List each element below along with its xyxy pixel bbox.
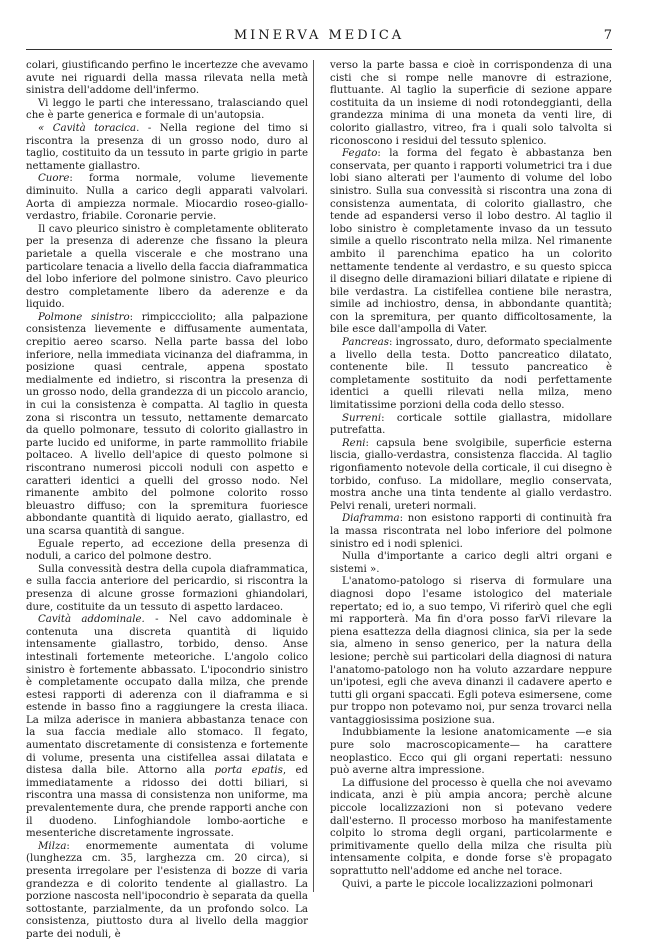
paragraph-text: Indubbiamente la lesione anatomicamente —e sia pure solo macroscopicamente— ha carattere neoplastico. Ecco qui gli organi repertati: nessuno può averne altra impressione. <box>330 727 612 777</box>
paragraph <box>330 513 612 551</box>
paragraph <box>330 727 612 777</box>
paragraph-text: La diffusione del processo è quella che noi avevamo indicata, anzi è più ampia ancora; perchè alcune piccole localizzazioni non si potevano vedere dall'esterno. Il processo morboso ha manifestamente colpito lo stroma degli organi, particolarmente e primitivamente quello della milza che risulta più intensamente colpita, e donde forse s'è propagato soprattutto nell'addome ed anche nel torace. <box>330 777 612 877</box>
section-label: Milza <box>38 840 67 852</box>
section-label: Fegato <box>342 148 378 160</box>
paragraph <box>26 123 308 173</box>
paragraph <box>330 551 612 576</box>
paragraph-text: - Nella regione del timo si riscontra la presenza di un grosso nodo, duro al taglio, costituito da un tessuto in parte grigio in parte nettamente giallastro. <box>26 122 308 172</box>
paragraph-text: Quivi, a parte le piccole localizzazioni polmonari <box>342 878 593 890</box>
page-header <box>26 28 612 50</box>
paragraph-text: L'anatomo-patologo si riserva di formulare una diagnosi dopo l'esame istologico del materiale repertato; ed io, a suo tempo, Vi riferirò quel che egli mi rapporterà. Ma fin d'ora posso farVi rilevare la piena esattezza della diagnosi clinica, sia per la sede sia, almeno in senso generico, per la natura della lesione; perchè sui particolari della diagnosi di natura l'anatomo-patologo non ha voluto azzardare neppure un'ipotesi, egli che aveva dinanzi il cadavere aperto e tutti gli organi spaccati. Egli poteva esimersene, come pur troppo non potevamo noi, pur senza trovarci nella vantaggiosissima posizione sua. <box>330 576 612 726</box>
paragraph <box>26 841 308 942</box>
paragraph-text: : forma normale, volume lievemente diminuito. Nulla a carico degli apparati valvolari. Aorta di ampiezza normale. Miocardio roseo-giallo-verdastro, friabile. Coronarie pervie. <box>26 173 308 223</box>
paragraph-text: Nulla d'importante a carico degli altri organi e sistemi ». <box>330 551 612 575</box>
paragraph-text: : capsula bene svolgibile, superficie esterna liscia, giallo-verdastra, consistenza flaccida. Al taglio rigonfiamento notevole della corticale, il cui disegno è torbido, confuso. La midollare, meglio conservata, mostra anche una tinta tendente al giallo verdastro. Pelvi renali, ureteri normali. <box>330 437 612 512</box>
paragraph-text-continued: , ed immediatamente a ridosso dei dotti biliari, si riscontra una massa di consistenza non uniforme, ma prevalentemente dura, che prende rapporti anche con il duodeno. Linfoghiandole lombo-aortiche e mesenteriche discretamente ingrossate. <box>26 765 308 840</box>
paragraph <box>26 224 308 312</box>
column-divider <box>313 60 314 892</box>
right-column <box>330 60 612 891</box>
section-label: « Cavità toracica. <box>38 122 140 134</box>
paragraph <box>330 576 612 727</box>
paragraph-text: : rimpiccciolito; alla palpazione consistenza lievemente e diffusamente aumentata, crepitio aereo scarso. Nella parte bassa del lobo inferiore, nella immediata vicinanza del diaframma, in posizione quasi centrale, appena spostato medialmente ed indietro, si riscontra la presenza di un grosso nodo, della grandezza di un piccolo arancio, in cui la consistenza è compatta. Al taglio in questa zona si riscontra un tessuto, nettamente demarcato da quello polmonare, tessuto di colorito giallastro in parte lucido ed uniforme, in parte rammollito friabile poltaceo. A livello dell'apice di questo polmone si riscontrano numerosi piccoli noduli con aspetto e caratteri identici a quelli del grosso nodo. Nel rimanente ambito del polmone colorito rosso bleuastro diffuso; con la spremitura fuoriesce abbondante quantità di liquido aerato, giallastro, ed una scarsa quantità di sangue. <box>26 311 308 537</box>
paragraph-text: : non esistono rapporti di continuità fra la massa riscontrata nel lobo inferiore del polmone sinistro ed i nodi splenici. <box>330 513 612 550</box>
page-number: 7 <box>603 28 612 43</box>
paragraph <box>330 413 612 438</box>
paragraph-text: verso la parte bassa e cioè in corrispondenza di una cisti che si rompe nelle manovre di estrazione, fluttuante. Al taglio la superficie di sezione appare costituita da un insieme di nodi rotondeggianti, della grandezza minima di una moneta da venti lire, di colorito giallastro, vitreo, fra i quali solo talvolta si riconoscono i residui del tessuto splenico. <box>330 60 612 147</box>
section-label: Reni <box>342 437 366 449</box>
paragraph-text: Eguale reperto, ad eccezione della presenza di noduli, a carico del polmone destro. <box>26 538 308 563</box>
paragraph <box>330 879 612 892</box>
paragraph-text: Vi leggo le parti che interessano, tralasciando quel che è parte generica e formale di un'autopsia. <box>26 97 308 122</box>
paragraph <box>26 539 308 564</box>
paragraph <box>26 173 308 223</box>
paragraph-text: : ingrossato, duro, deformato specialmente a livello della testa. Dotto pancreatico dilatato, contenente bile. Il tessuto pancreatico è completamente sostituito da nodi perfettamente identici a quelli rilevati nella milza, meno limitatissime porzioni della coda dello stesso. <box>330 337 612 412</box>
paragraph-text: colari, giustificando perfino le incertezze che avevamo avute nei riguardi della massa rilevata nella metà sinistra dell'addome dell'infermo. <box>26 60 308 97</box>
paragraph-text: - Nel cavo addominale è contenuta una discreta quantità di liquido intensamente giallastro, torbido, denso. Anse intestinali fortemente meteoriche. L'angolo colico sinistro è fortemente abbassato. L'ipocondrio sinistro è completamente occupato dalla milza, che prende estesi rapporti di aderenza con il diaframma e si estende in basso fino a raggiungere la cresta iliaca. La milza aderisce in maniera abbastanza tenace con la sua faccia mediale allo stomaco. Il fegato, aumentato discretamente di consistenza e fortemente di volume, presenta una cistifellea assai dilatata e distesa dalla bile. Attorno alla <box>26 614 308 777</box>
paragraph-text: : enormemente aumentata di volume (lunghezza cm. 35, larghezza cm. 20 circa), si presenta irregolare per l'esistenza di bozze di varia grandezza e di colorito tendente al giallastro. La porzione nascosta nell'ipocondrio è separata da quella sottostante, parzialmente, da un profondo solco. La consistenza, piuttosto dura al livello della maggior parte dei noduli, è <box>26 840 308 940</box>
paragraph <box>330 60 612 148</box>
section-label: Cavità addominale. <box>38 614 145 626</box>
paragraph <box>26 60 308 98</box>
paragraph <box>26 614 308 841</box>
paragraph <box>330 148 612 337</box>
section-label: Surreni <box>342 412 382 424</box>
paragraph-text: : la forma del fegato è abbastanza ben conservata, per quanto i rapporti volumetrici tra i due lobi siano alterati per l'aumento di volume del lobo sinistro. Sulla sua convessità si riscontra una zona di consistenza aumentata, di colorito giallastro, che tende ad espandersi verso il lobo destro. Al taglio il lobo sinistro è completamente invaso da un tessuto simile a quello riscontrato nella milza. Nel rimanente ambito il parenchima epatico ha un colorito nettamente tendente al verdastro, e su questo spicca il disegno delle diramazioni biliari dilatate e ripiene di bile verdastra. La cistifellea contiene bile nerastra, simile ad inchiostro, densa, in abbondante quantità; con la spremitura, per quanto difficoltosamente, la bile esce dall'ampolla di Vater. <box>330 148 612 336</box>
paragraph <box>26 312 308 539</box>
paragraph-text: Sulla convessità destra della cupola diaframmatica, e sulla faccia anteriore del pericardio, si riscontra la presenza di alcune grosse formazioni ghiandolari, dure, costituite da un tessuto di aspetto lardaceo. <box>26 563 308 613</box>
paragraph-text: : corticale sottile giallastra, midollare putrefatta. <box>330 412 612 437</box>
paragraph <box>26 98 308 123</box>
section-label: Diaframma <box>342 513 400 525</box>
header-rule <box>26 49 612 50</box>
paragraph-text: Il cavo pleurico sinistro è completamente obliterato per la presenza di aderenze che fissano la pleura parietale a quella viscerale e che mostrano una particolare tenacia a livello della faccia diaframmatica del lobo inferiore del polmone sinistro. Cavo pleurico destro completamente libero da aderenze e da liquido. <box>26 223 308 311</box>
paragraph <box>330 438 612 514</box>
left-column <box>26 60 308 942</box>
section-label: Pancreas <box>342 337 389 349</box>
paragraph <box>330 778 612 879</box>
section-label: Cuore <box>38 173 70 185</box>
paragraph <box>26 564 308 614</box>
section-label: Polmone sinistro <box>38 311 130 323</box>
paragraph <box>330 337 612 413</box>
italic-term: porta epatis <box>214 765 283 777</box>
journal-title: MINERVA MEDICA <box>233 28 405 43</box>
